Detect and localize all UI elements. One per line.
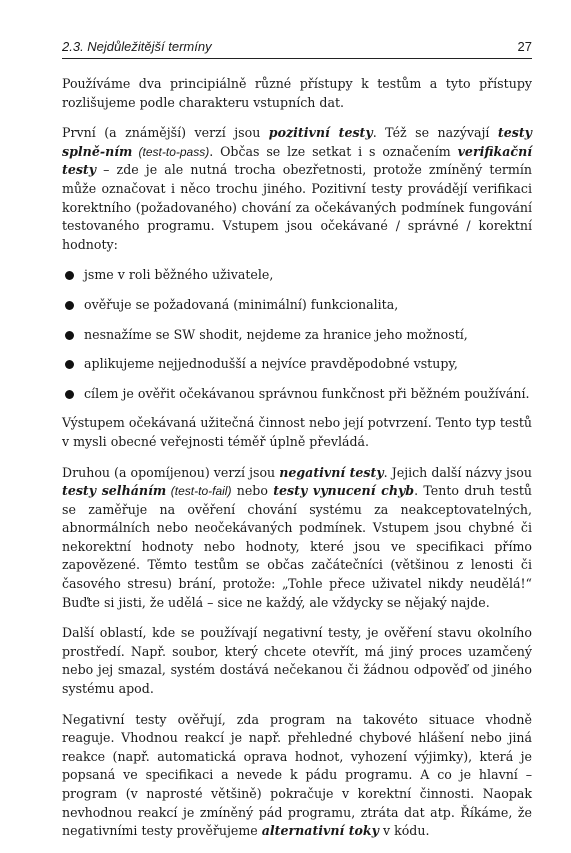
paragraph-reactions — [62, 711, 532, 841]
text-run: . Jejich další názvy jsou — [383, 464, 533, 480]
paragraph-intro: Používáme dva principiálně různé přístupy k testům a tyto přístupy rozlišujeme podle charakteru vstupních dat. — [62, 76, 532, 110]
page-number: 27 — [517, 39, 532, 54]
paragraph-environment: Další oblastí, kde se používají negativní testy, je ověření stavu okolního prostředí. Např. soubor, který chcete otevřít, má jiný proces uzamčený nebo jej smazal, systém dostává nečekanou či žádnou odpověď od jiného systému apod. — [62, 625, 532, 697]
text-run: . Občas se lze setkat i s označením — [209, 143, 458, 159]
section-title: 2.3. Nejdůležitější termíny — [62, 39, 212, 54]
list-item — [62, 266, 532, 285]
paragraph-positive-tests — [62, 124, 532, 254]
text-run: Negativní testy ověřují, zda program na takovéto situace vhodně reaguje. Vhodnou reakcí je např. přehledné chybové hlášení nebo jiná reakce (např. automatická oprava hodnot, vyhození výjimky), která je popsaná ve specifikaci a nevede k pádu programu. A co je hlavní – program (v naprosté většině) pokračuje v korektní činnosti. Naopak nevhodnou reakcí je zmíněný pád programu, ztráta dat atp. Říkáme, že negativními testy prověřujeme — [62, 711, 532, 839]
text-run: – zde je ale nutná trocha obezřetnosti, protože zmíněný termín může označovat i něco trochu jiného. Pozitivní testy provádějí verifikaci korektního (požadovaného) chování za očekávaných podmínek fungování testovaného programu. Vstupem jsou očekávané / správné / korektní hodnoty: — [62, 162, 532, 252]
text-run: v kódu. — [378, 823, 430, 839]
list-item — [62, 296, 532, 315]
text-run: . Též se nazývají — [372, 125, 498, 141]
list-item-text: cílem je ověřit očekávanou správnou funkčnost při běžném používání. — [84, 385, 530, 401]
list-item — [62, 385, 532, 404]
list-item-text: nesnažíme se SW shodit, nejdeme za hranice jeho možností, — [84, 326, 468, 342]
bullet-icon — [65, 301, 74, 310]
paragraph-negative-tests — [62, 464, 532, 613]
running-header — [62, 38, 532, 59]
paragraph-output: Výstupem očekávaná užitečná činnost nebo její potvrzení. Tento typ testů v mysli obecné veřejnosti téměř úplně převládá. — [62, 415, 532, 449]
term-test-to-pass: (test-to-pass) — [132, 144, 210, 159]
bullet-icon — [65, 271, 74, 280]
page-body — [62, 75, 532, 853]
text-run: Druhou (a opomíjenou) verzí jsou — [62, 464, 280, 480]
list-item — [62, 355, 532, 374]
bullet-icon — [65, 360, 74, 369]
list-item — [62, 326, 532, 345]
bullet-icon — [65, 331, 74, 340]
term-alternativni-toky: alternativní toky — [261, 823, 379, 839]
term-negative-tests: negativní testy — [279, 464, 384, 480]
list-item-text: ověřuje se požadovaná (minimální) funkcionalita, — [84, 296, 399, 312]
text-run: nebo — [231, 483, 274, 499]
list-item-text: jsme v roli běžného uživatele, — [84, 267, 274, 283]
term-test-to-fail: (test-to-fail) — [166, 484, 232, 499]
list-item-text: aplikujeme nejjednodušší a nejvíce pravděpodobné vstupy, — [84, 356, 458, 372]
term-verifikacni-testy: verifikační testy — [62, 143, 533, 178]
text-run: První (a známější) verzí jsou — [62, 125, 269, 141]
term-testy-selhanim: testy selháním — [62, 483, 167, 499]
term-testy-splnenim: testy splně-ním — [62, 125, 532, 159]
bullet-list — [62, 266, 532, 403]
text-run: . Tento druh testů se zaměřuje na ověření chování systému za neakceptovatelných, abnormálních nebo neočekávaných podmínek. Vstupem jsou chybné či nekorektní hodnoty nebo hodnoty, které jsou ve specifikaci přímo zapovězené. Těmto testům se občas začátečníci (většinou z lenosti či časového stresu) brání, protože: „Tohle přece uživatel nikdy neudělá!“ Buďte si jisti, že udělá – sice ne každý, ale vždycky se nějaký najde. — [62, 483, 533, 610]
term-testy-vynuceni-chyb: testy vynucení chyb — [273, 483, 415, 499]
term-positive-tests: pozitivní testy — [268, 125, 373, 141]
bullet-icon — [65, 390, 74, 399]
